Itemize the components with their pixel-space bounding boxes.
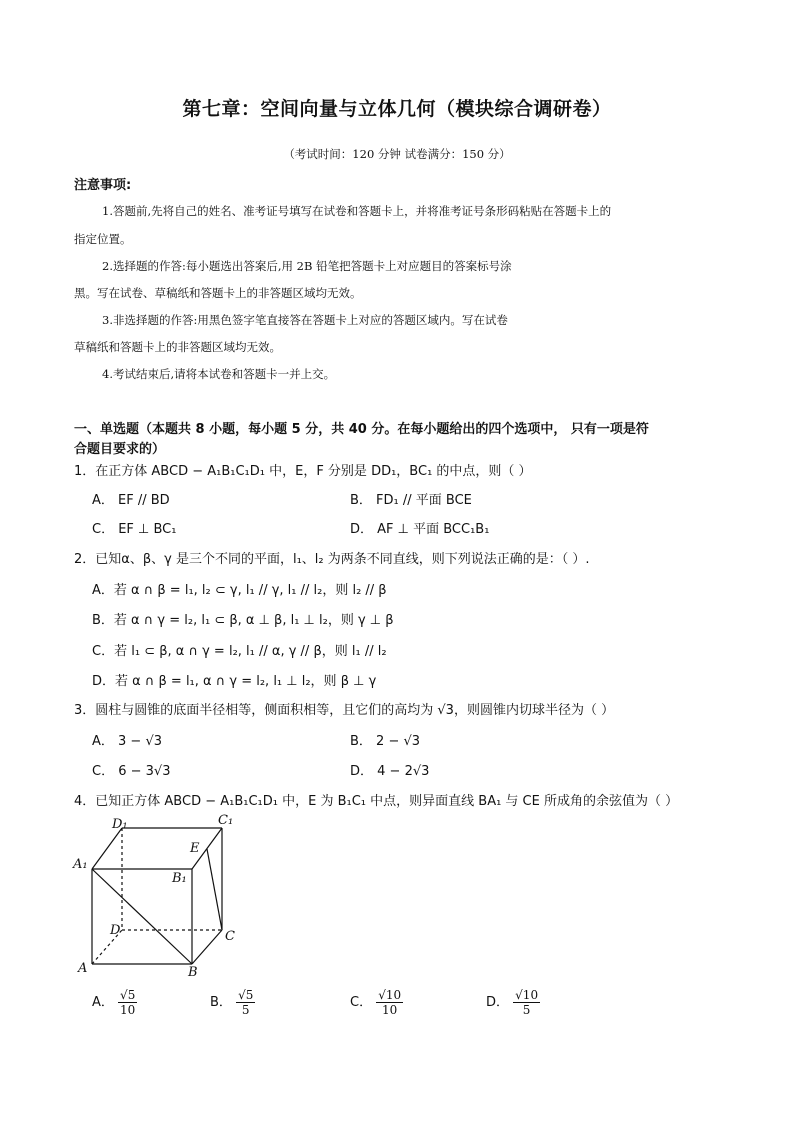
denominator: 5 bbox=[241, 1003, 250, 1017]
option-letter: B． bbox=[210, 995, 232, 1010]
label-c1: C₁ bbox=[218, 813, 234, 828]
edge-bc bbox=[192, 930, 222, 964]
question-4-stem: 4．已知正方体 ABCD − A₁B₁C₁D₁ 中，E 为 B₁C₁ 中点，则异面直线 BA₁ 与 CE 所成角的余弦值为（ ） bbox=[74, 794, 679, 809]
question-2-option-a: A．若 α ∩ β = l₁, l₂ ⊂ γ, l₁ // γ, l₁ // l₂，则 l₂ // β bbox=[92, 583, 387, 598]
label-d: D bbox=[110, 923, 121, 938]
question-1-option-b: B． FD₁ // 平面 BCE bbox=[350, 493, 472, 508]
question-2-option-b: B．若 α ∩ γ = l₂, l₁ ⊂ β, α ⊥ β, l₁ ⊥ l₂，则 γ ⊥ β bbox=[92, 613, 394, 628]
numerator: √5 bbox=[238, 988, 254, 1002]
question-3-stem: 3．圆柱与圆锥的底面半径相等，侧面积相等，且它们的高均为 √3，则圆锥内切球半径为（ ） bbox=[74, 703, 615, 718]
label-b1: B₁ bbox=[172, 871, 187, 886]
numerator: √10 bbox=[378, 988, 402, 1002]
exam-info: （考试时间：120 分钟 试卷满分：150 分） bbox=[283, 147, 511, 161]
edge-a1d1 bbox=[92, 828, 122, 869]
question-2-stem: 2．已知α、β、γ 是三个不同的平面，l₁、l₂ 为两条不同直线，则下列说法正确的是：（ ）. bbox=[74, 552, 590, 567]
label-c: C bbox=[225, 929, 235, 944]
cube-figure bbox=[70, 812, 250, 982]
question-4-option-a bbox=[92, 988, 137, 1017]
question-3-option-d: D． 4 − 2√3 bbox=[350, 764, 430, 779]
label-e: E bbox=[190, 841, 200, 856]
question-2-option-d: D．若 α ∩ β = l₁, α ∩ γ = l₂, l₁ ⊥ l₂，则 β ⊥ γ bbox=[92, 674, 377, 689]
section-heading-line-2: 合题目要求的） bbox=[74, 442, 166, 457]
numerator: √5 bbox=[120, 988, 136, 1002]
numerator: √10 bbox=[515, 988, 539, 1002]
question-3-option-b: B． 2 − √3 bbox=[350, 734, 421, 749]
notice-line-1a: 1.答题前,先将自己的姓名、准考证号填写在试卷和答题卡上，并将准考证号条形码粘贴在答题卡上的 bbox=[102, 204, 612, 218]
section-heading-line-1: 一、单选题（本题共 8 小题，每小题 5 分，共 40 分。在每小题给出的四个选项中， 只有一项是符 bbox=[74, 422, 649, 437]
fraction bbox=[513, 988, 540, 1017]
fraction bbox=[118, 988, 137, 1017]
notice-heading: 注意事项: bbox=[74, 178, 132, 193]
notice-line-4: 4.考试结束后,请将本试卷和答题卡一并上交。 bbox=[102, 367, 336, 381]
fraction bbox=[376, 988, 403, 1017]
option-letter: C． bbox=[350, 995, 373, 1010]
notice-line-2a: 2.选择题的作答:每小题选出答案后,用 2B 铅笔把答题卡上对应题目的答案标号涂 bbox=[102, 259, 512, 273]
fraction bbox=[236, 988, 255, 1017]
question-1-stem: 1．在正方体 ABCD − A₁B₁C₁D₁ 中，E，F 分别是 DD₁，BC₁ 的中点，则（ ） bbox=[74, 464, 532, 479]
denominator: 5 bbox=[522, 1003, 531, 1017]
option-letter: D． bbox=[486, 995, 510, 1010]
denominator: 10 bbox=[120, 1003, 136, 1017]
question-3-option-a: A． 3 − √3 bbox=[92, 734, 163, 749]
question-4-option-c bbox=[350, 988, 403, 1017]
label-a: A bbox=[78, 961, 88, 976]
segment-ce bbox=[207, 849, 222, 930]
question-4-option-d bbox=[486, 988, 540, 1017]
question-3-option-c: C． 6 − 3√3 bbox=[92, 764, 171, 779]
notice-line-1b: 指定位置。 bbox=[74, 232, 132, 246]
notice-line-3b: 草稿纸和答题卡上的非答题区域均无效。 bbox=[74, 340, 281, 354]
page-title: 第七章：空间向量与立体几何（模块综合调研卷） bbox=[182, 98, 612, 120]
question-1-option-a: A． EF // BD bbox=[92, 493, 170, 508]
question-1-option-d: D． AF ⊥ 平面 BCC₁B₁ bbox=[350, 522, 490, 537]
option-letter: A． bbox=[92, 995, 114, 1010]
notice-line-3a: 3.非选择题的作答:用黑色签字笔直接答在答题卡上对应的答题区域内。写在试卷 bbox=[102, 313, 508, 327]
question-2-option-c: C．若 l₁ ⊂ β, α ∩ γ = l₂, l₁ // α, γ // β，则 l₁ // l₂ bbox=[92, 644, 387, 659]
label-a1: A₁ bbox=[73, 857, 88, 872]
question-4-option-b bbox=[210, 988, 255, 1017]
label-b: B bbox=[188, 965, 198, 980]
label-d1: D₁ bbox=[112, 817, 128, 832]
denominator: 10 bbox=[382, 1003, 398, 1017]
notice-line-2b: 黑。写在试卷、草稿纸和答题卡上的非答题区域均无效。 bbox=[74, 286, 362, 300]
question-1-option-c: C． EF ⊥ BC₁ bbox=[92, 522, 177, 537]
